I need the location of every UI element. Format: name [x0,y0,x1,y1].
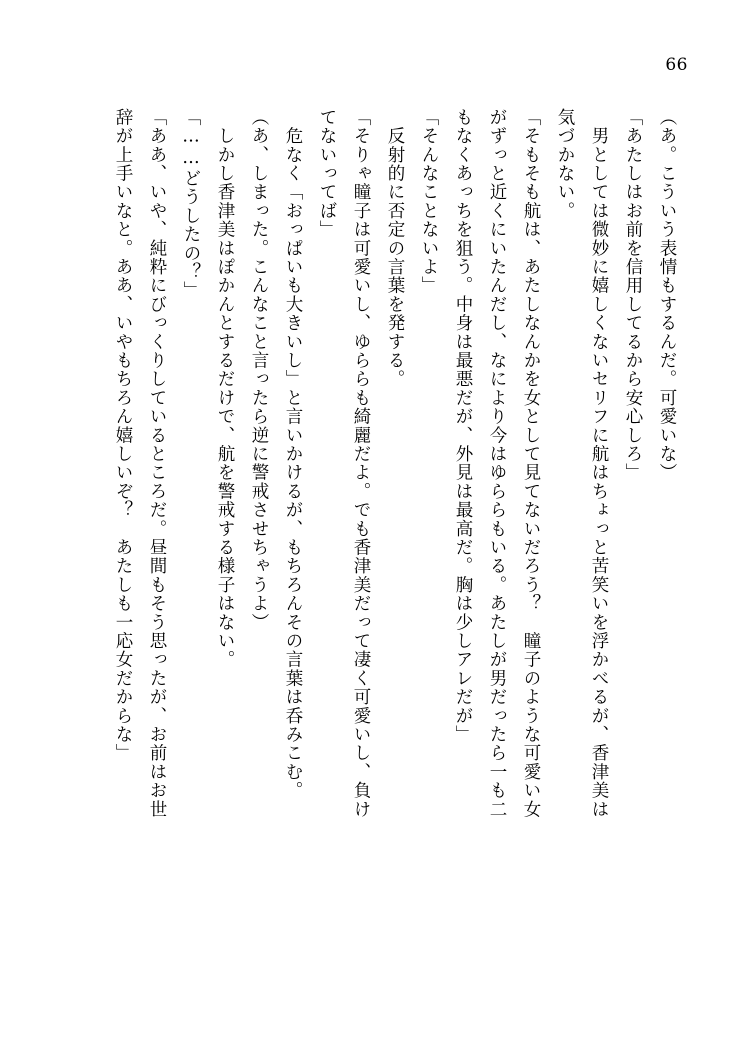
vertical-text-body [52,108,684,958]
text-line: がずっと近くにいたんだし、なにより今はゆららもいる。あたしが男だったら一も二 [487,108,507,819]
text-line: 「そんなことないよ」 [419,108,439,295]
text-line: しかし香津美はぽかんとするだけで、航を警戒する様子はない。 [215,108,235,669]
text-line: （あ。こういう表情もするんだ。可愛いな） [657,108,677,482]
text-line: てないってば」 [317,108,337,239]
text-line: 反射的に否定の言葉を発する。 [385,108,405,389]
text-line: 危なく「おっぱいも大きいし」と言いかけるが、もちろんその言葉は呑みこむ。 [283,108,303,800]
text-line: 辞が上手いなと。ああ、いやもちろん嬉しいぞ？ あたしも一応女だからな」 [113,108,133,763]
text-line: （あ、しまった。こんなこと言ったら逆に警戒させちゃうよ） [249,108,269,632]
text-line: 気づかない。 [555,108,575,221]
text-line: 「あたしはお前を信用してるから安心しろ」 [623,108,643,482]
text-line: 「……どうしたの？」 [181,108,201,300]
text-line: 「ああ、いや、純粋にびっくりしているところだ。昼間もそう思ったが、お前はお世 [147,108,167,819]
text-line: もなくあっちを狙う。中身は最悪だが、外見は最高だ。胸は少しアレだが」 [453,108,473,744]
text-line: 男としては微妙に嬉しくないセリフに航はちょっと苦笑いを浮かべるが、香津美は [589,108,609,819]
text-line: 「そりゃ瞳子は可愛いし、ゆららも綺麗だよ。でも香津美だって凄く可愛いし、負け [351,108,371,819]
text-line: 「そもそも航は、あたしなんかを女として見てないだろう？ 瞳子のような可愛い女 [521,108,541,819]
page-number: 66 [665,55,688,75]
